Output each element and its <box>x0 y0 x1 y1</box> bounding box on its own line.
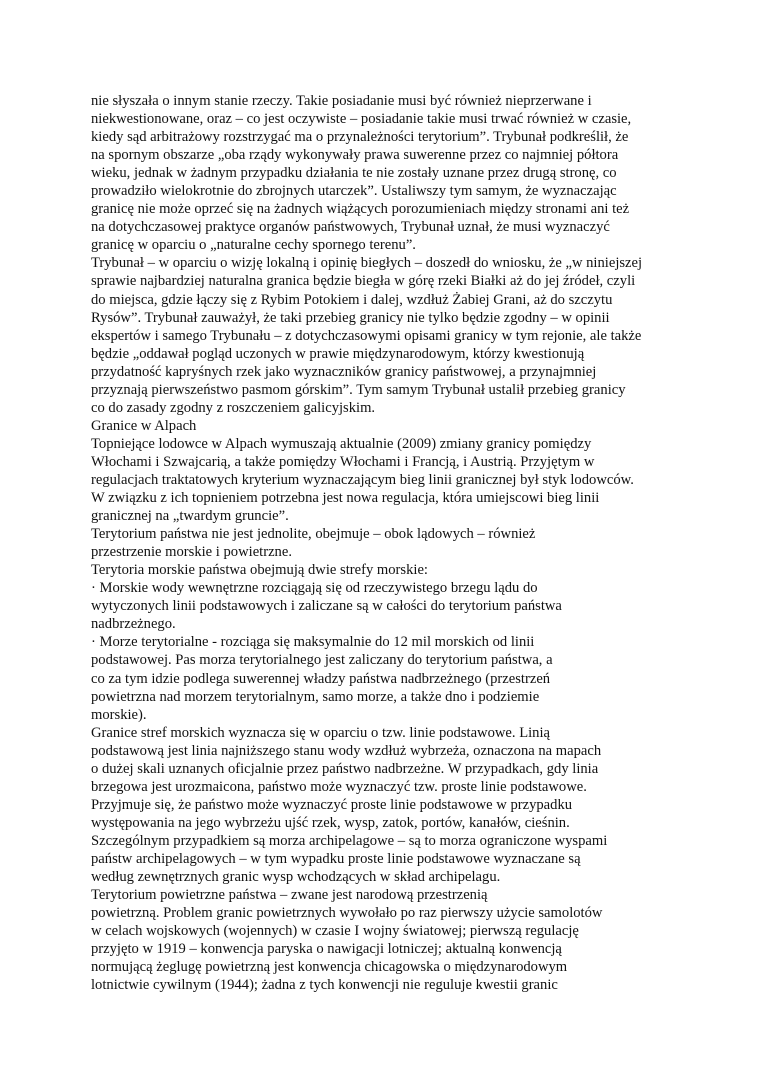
text-line: W związku z ich topnieniem potrzebna jest nowa regulacja, która umiejscowi bieg linii <box>91 490 600 507</box>
text-line: normującą żeglugę powietrzną jest konwencja chicagowska o międzynarodowym <box>91 959 568 976</box>
text-line: ekspertów i samego Trybunału – z dotychczasowymi opisami granicy w tym rejonie, ale także <box>91 327 642 344</box>
text-line: na dotychczasowej praktyce organów państwowych, Trybunał uznał, że musi wyznaczyć <box>91 219 610 236</box>
text-line: w celach wojskowych (wojennych) w czasie I wojny światowej; pierwszą regulację <box>91 923 579 940</box>
text-line: Szczególnym przypadkiem są morza archipelagowe – są to morza ograniczone wyspami <box>91 832 608 849</box>
text-line: przyznają pierwszeństwo pasmom górskim”. Tym samym Trybunał ustalił przebieg granicy <box>91 381 626 398</box>
text-line: przestrzenie morskie i powietrzne. <box>91 544 292 561</box>
text-line: Terytorium państwa nie jest jednolite, obejmuje – obok lądowych – również <box>91 526 536 543</box>
text-line: kiedy sąd arbitrażowy rozstrzygać ma o przynależności terytorium”. Trybunał podkreślił, że <box>91 129 629 146</box>
text-line: Granice stref morskich wyznacza się w oparciu o tzw. linie podstawowe. Linią <box>91 724 550 741</box>
text-line: co do zasady zgodny z roszczeniem galicyjskim. <box>91 399 376 416</box>
text-line: do miejsca, gdzie łączy się z Rybim Potokiem i dalej, wzdłuż Żabiej Grani, aż do szczytu <box>91 291 613 308</box>
text-line: morskie). <box>91 706 147 723</box>
text-line: wytyczonych linii podstawowych i zaliczane są w całości do terytorium państwa <box>91 598 562 615</box>
text-line: wieku, jednak w żadnym przypadku działania te nie zostały uznane przez drugą stronę, co <box>91 165 617 182</box>
text-line: na spornym obszarze „oba rządy wykonywały prawa suwerenne przez co najmniej półtora <box>91 147 619 164</box>
text-line: prowadziło wielokrotnie do zbrojnych utarczek”. Ustaliwszy tym samym, że wyznaczając <box>91 183 617 200</box>
text-line: nadbrzeżnego. <box>91 616 176 633</box>
text-line: granicznej na „twardym gruncie”. <box>91 508 289 525</box>
text-line: Włochami i Szwajcarią, a także pomiędzy Włochami i Francją, i Austrią. Przyjętym w <box>91 453 595 470</box>
text-line: nie słyszała o innym stanie rzeczy. Takie posiadanie musi być również nieprzerwane i <box>91 93 592 109</box>
document-text <box>91 92 691 994</box>
text-line: lotnictwie cywilnym (1944); żadna z tych konwencji nie reguluje kwestii granic <box>91 977 558 994</box>
text-line: Trybunał – w oparciu o wizję lokalną i opinię biegłych – doszedł do wniosku, że „w niniejszej <box>91 255 643 272</box>
text-line: powietrzną. Problem granic powietrznych wywołało po raz pierwszy użycie samolotów <box>91 905 603 922</box>
text-line: będzie „oddawał pogląd uczonych w prawie międzynarodowym, którzy kwestionują <box>91 345 585 362</box>
text-line: granicę nie może oprzeć się na żadnych wiążących porozumieniach między stronami ani też <box>91 201 630 218</box>
text-line: powietrzna nad morzem terytorialnym, samo morze, a także dno i podziemie <box>91 688 540 705</box>
text-line: co za tym idzie podlega suwerennej władzy państwa nadbrzeżnego (przestrzeń <box>91 670 551 687</box>
text-line: państw archipelagowych – w tym wypadku proste linie podstawowe wyznaczane są <box>91 850 581 867</box>
text-line: · Morskie wody wewnętrzne rozciągają się od rzeczywistego brzegu lądu do <box>91 580 538 597</box>
text-line: występowania na jego wybrzeżu ujść rzek, wysp, zatok, portów, kanałów, cieśnin. <box>91 814 570 831</box>
text-line: przydatność kapryśnych rzek jako wyznaczników granicy państwowej, a przynajmniej <box>91 363 597 380</box>
text-line: Topniejące lodowce w Alpach wymuszają aktualnie (2009) zmiany granicy pomiędzy <box>91 435 592 452</box>
text-line: · Morze terytorialne - rozciąga się maksymalnie do 12 mil morskich od linii <box>91 634 535 651</box>
text-line: podstawowej. Pas morza terytorialnego jest zaliczany do terytorium państwa, a <box>91 652 553 669</box>
text-line: brzegowa jest urozmaicona, państwo może wyznaczyć tzw. proste linie podstawowe. <box>91 778 587 795</box>
text-line: Przyjmuje się, że państwo może wyznaczyć proste linie podstawowe w przypadku <box>91 796 573 813</box>
text-line: o dużej skali uznanych oficjalnie przez państwo nadbrzeżne. W przypadkach, gdy linia <box>91 760 599 777</box>
text-line: Terytorium powietrzne państwa – zwane jest narodową przestrzenią <box>91 887 488 904</box>
text-line: niekwestionowane, oraz – co jest oczywiste – posiadanie takie musi trwać również w czasie, <box>91 111 632 128</box>
text-line: sprawie najbardziej naturalna granica będzie biegła w górę rzeki Białki aż do jej źródeł, czyli <box>91 273 636 290</box>
text-line: regulacjach traktatowych kryterium wyznaczającym bieg linii granicznej był styk lodowców. <box>91 471 634 488</box>
text-line: Granice w Alpach <box>91 417 197 434</box>
text-line: granicę w oparciu o „naturalne cechy spornego terenu”. <box>91 237 416 254</box>
text-line: Terytoria morskie państwa obejmują dwie strefy morskie: <box>91 562 428 579</box>
text-line: przyjęto w 1919 – konwencja paryska o nawigacji lotniczej; aktualną konwencją <box>91 941 562 958</box>
text-line: podstawową jest linia najniższego stanu wody wzdłuż wybrzeża, oznaczona na mapach <box>91 742 602 759</box>
text-line: według zewnętrznych granic wysp wchodzących w skład archipelagu. <box>91 869 501 886</box>
text-line: Rysów”. Trybunał zauważył, że taki przebieg granicy nie tylko będzie zgodny – w opinii <box>91 309 610 326</box>
